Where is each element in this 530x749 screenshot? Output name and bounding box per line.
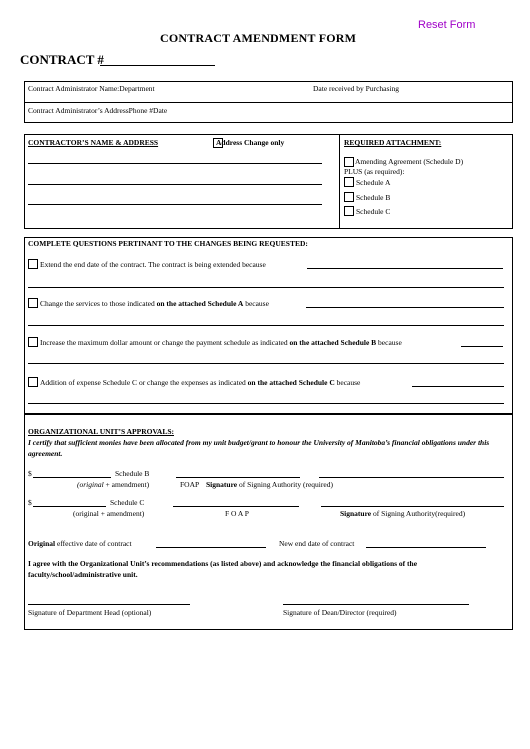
dean-director-signature-field[interactable]	[283, 604, 469, 605]
contract-number-label: CONTRACT #	[20, 52, 104, 67]
extend-date-reason-field[interactable]	[307, 268, 503, 269]
increase-amount-checkbox[interactable]	[28, 337, 38, 347]
admin-address-phone-date-label: Contract Administrator’s AddressPhone #Date	[28, 106, 168, 115]
schedule-c-label: Schedule C	[356, 207, 391, 216]
questions-heading: COMPLETE QUESTIONS PERTINANT TO THE CHANGES BEING REQUESTED:	[28, 239, 308, 248]
original-effective-date-field[interactable]	[156, 547, 266, 548]
plus-label: PLUS (as required):	[344, 167, 405, 176]
original-amendment-2: (original + amendment)	[73, 509, 145, 518]
signature-1-rest: of Signing Authority (required)	[237, 480, 333, 489]
q2-because: because	[243, 299, 269, 308]
foap-2-field[interactable]	[173, 506, 299, 507]
foap-1-field[interactable]	[176, 477, 300, 478]
signature-1-label	[206, 480, 333, 489]
dollar-sign-1: $	[28, 469, 32, 478]
q2-text: Change the services to those indicated	[40, 299, 157, 308]
change-services-line-2[interactable]	[28, 325, 504, 326]
add-expense-line-2[interactable]	[28, 403, 504, 404]
q3-because: because	[376, 338, 402, 347]
section-divider	[339, 134, 340, 228]
contractor-line-3[interactable]	[28, 204, 322, 205]
contractor-line-2[interactable]	[28, 184, 322, 185]
add-expense-reason-field[interactable]	[412, 386, 504, 387]
signature-2-rest: of Signing Authority(required)	[371, 509, 466, 518]
signature-1-field[interactable]	[319, 477, 504, 478]
address-change-label: Address Change only	[216, 138, 285, 147]
attachments-heading: REQUIRED ATTACHMENT:	[344, 138, 442, 147]
certify-statement: I certify that sufficient monies have been allocated from my unit budget/grant to honour the University of Manitoba’s financial obligations under this agreement.	[28, 438, 490, 458]
schedule-c-amount-field[interactable]	[33, 506, 106, 507]
schedule-c-amount-label: Schedule C	[110, 498, 145, 507]
original-effective-date-label	[28, 539, 132, 548]
amending-agreement-label: Amending Agreement (Schedule D)	[355, 157, 464, 166]
schedule-a-checkbox[interactable]	[344, 177, 354, 187]
date-received-label: Date received by Purchasing	[313, 84, 400, 93]
schedule-c-checkbox[interactable]	[344, 206, 354, 216]
agreement-statement: I agree with the Organizational Unit’s recommendations (as listed above) and acknowledge the financial obligations of the faculty/school/administrative unit.	[28, 559, 418, 579]
reset-form-button[interactable]: Reset Form	[418, 19, 476, 31]
increase-amount-line-2[interactable]	[28, 363, 504, 364]
increase-amount-label	[40, 338, 402, 347]
q4-text: Addition of expense Schedule C or change the expenses as indicated	[40, 378, 248, 387]
contractor-section	[24, 134, 513, 229]
schedule-b-checkbox[interactable]	[344, 192, 354, 202]
approvals-heading: ORGANIZATIONAL UNIT’S APPROVALS:	[28, 427, 174, 436]
signature-2-bold: Signature	[340, 509, 372, 518]
form-title: CONTRACT AMENDMENT FORM	[160, 31, 357, 45]
effective-date-rest: effective date of contract	[55, 539, 132, 548]
q4-schedule-c: on the attached Schedule C	[247, 378, 335, 387]
contract-number-field[interactable]	[100, 65, 215, 66]
increase-amount-reason-field[interactable]	[461, 346, 503, 347]
change-services-label	[40, 299, 269, 308]
q3-text: Increase the maximum dollar amount or change the payment schedule as indicated	[40, 338, 290, 347]
table-divider	[24, 102, 512, 103]
amending-agreement-checkbox[interactable]	[344, 157, 354, 167]
foap-1-label: FOAP	[180, 480, 200, 489]
schedule-a-label: Schedule A	[356, 178, 391, 187]
extend-date-line-2[interactable]	[28, 287, 504, 288]
admin-name-dept-label: Contract Administrator Name:Department	[28, 84, 155, 93]
new-end-date-field[interactable]	[366, 547, 486, 548]
q3-schedule-b: on the attached Schedule B	[289, 338, 377, 347]
original-ital: (original	[77, 480, 104, 489]
q2-schedule-a: on the attached Schedule A	[156, 299, 244, 308]
new-end-date-label: New end date of contract	[279, 539, 355, 548]
schedule-b-label: Schedule B	[356, 193, 391, 202]
q4-because: because	[334, 378, 361, 387]
signature-2-label	[340, 509, 465, 518]
change-services-checkbox[interactable]	[28, 298, 38, 308]
dean-director-signature-label: Signature of Dean/Director (required)	[283, 608, 397, 617]
original-amendment-1	[77, 480, 149, 489]
original-bold: Original	[28, 539, 56, 548]
extend-date-checkbox[interactable]	[28, 259, 38, 269]
schedule-b-amount-field[interactable]	[33, 477, 111, 478]
schedule-b-amount-label: Schedule B	[115, 469, 150, 478]
contractor-heading: CONTRACTOR’S NAME & ADDRESS	[28, 138, 159, 147]
dollar-sign-2: $	[28, 498, 32, 507]
add-expense-checkbox[interactable]	[28, 377, 38, 387]
signature-1-bold: Signature	[206, 480, 238, 489]
department-head-signature-field[interactable]	[28, 604, 190, 605]
add-expense-label	[40, 378, 360, 387]
foap-2-label: F O A P	[225, 509, 249, 518]
amendment-text: + amendment)	[103, 480, 150, 489]
contractor-line-1[interactable]	[28, 163, 322, 164]
change-services-reason-field[interactable]	[306, 307, 504, 308]
signature-2-field[interactable]	[321, 506, 504, 507]
department-head-signature-label: Signature of Department Head (optional)	[28, 608, 152, 617]
extend-date-label: Extend the end date of the contract. The contract is being extended because	[40, 260, 266, 269]
